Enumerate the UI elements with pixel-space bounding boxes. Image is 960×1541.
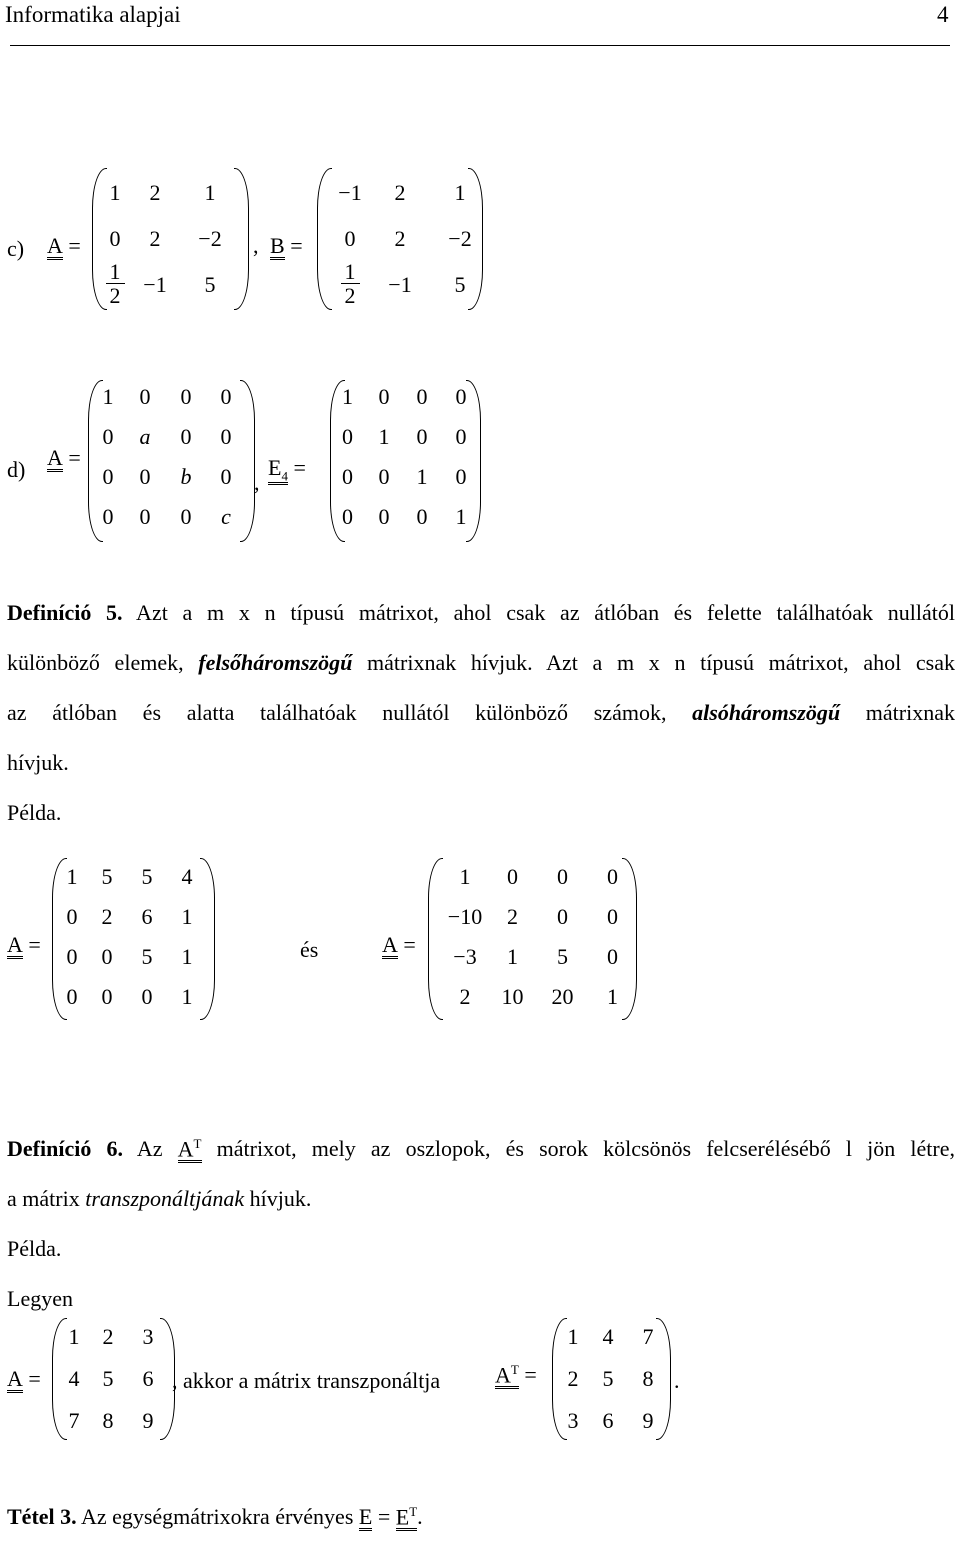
- matrix-cell: 0: [416, 504, 428, 529]
- matrix-cell: 1: [342, 384, 353, 409]
- matrix-cell: −2: [198, 226, 222, 251]
- matrix-cell: 0: [342, 424, 353, 449]
- header-title: Informatika alapjai: [5, 2, 181, 27]
- matrix-cell: 5: [557, 944, 568, 969]
- transpose-text: , akkor a mátrix transzponáltja: [172, 1368, 441, 1393]
- matrix-cell: 2: [149, 226, 161, 251]
- matrix-cell: 0: [220, 424, 232, 449]
- matrix-cell: 0: [607, 904, 618, 929]
- matrix-cell: $\frac{1}{2}$: [330, 260, 370, 307]
- matrix-at-symbol: $A^T$ =: [495, 1361, 537, 1387]
- matrix-cell: 0: [507, 864, 518, 889]
- matrix-cell: 0: [342, 504, 353, 529]
- matrix-cell: 0: [141, 984, 153, 1009]
- matrix-d-a: [92, 384, 246, 530]
- matrix-cell: 2: [459, 984, 471, 1009]
- matrix-cell: a: [139, 424, 151, 449]
- matrix-cell: 0: [66, 904, 78, 929]
- matrix-cell: 9: [142, 1408, 154, 1433]
- matrix-cell: 1: [567, 1324, 579, 1349]
- matrix-cell: 0: [416, 384, 428, 409]
- matrix-cell: 0: [378, 464, 390, 489]
- matrix-cell: 5: [101, 864, 113, 889]
- header-rule: [10, 45, 950, 46]
- matrix-cell: 8: [642, 1366, 654, 1391]
- matrix-cell: 0: [378, 384, 390, 409]
- matrix-cell: 1: [102, 384, 114, 409]
- matrix-cell: −1: [338, 180, 362, 205]
- matrix-upper-triangular: [57, 864, 207, 1010]
- matrix-cell: 0: [139, 504, 151, 529]
- matrix-d-e: [330, 384, 481, 530]
- matrix-a-transposed: [558, 1324, 668, 1434]
- theorem-3: Tétel 3. Az egységmátrixokra érvényes $E = E^T$.: [7, 1503, 423, 1529]
- matrix-cell: 6: [602, 1408, 614, 1433]
- right-paren: [468, 168, 483, 310]
- matrix-cell: 1: [181, 984, 193, 1009]
- label-d: d): [7, 457, 26, 482]
- matrix-e4-symbol: $E_4$ =: [268, 455, 306, 484]
- matrix-cell: 0: [101, 984, 113, 1009]
- matrix-cell: 2: [102, 1324, 114, 1349]
- matrix-a-symbol: A =: [7, 932, 41, 957]
- matrix-cell: 0: [109, 226, 121, 251]
- matrix-cell: 1: [68, 1324, 80, 1349]
- matrix-cell: 0: [455, 464, 467, 489]
- matrix-cell: 7: [68, 1408, 80, 1433]
- matrix-a-symbol: A =: [47, 445, 81, 470]
- right-paren: [234, 168, 249, 310]
- matrix-cell: 1: [507, 944, 518, 969]
- right-paren: [240, 380, 255, 542]
- matrix-cell: −1: [388, 272, 412, 297]
- separator: ,: [253, 233, 259, 258]
- matrix-cell: 0: [607, 864, 618, 889]
- matrix-cell: 0: [139, 384, 151, 409]
- matrix-cell: 5: [141, 864, 153, 889]
- matrix-cell: 0: [220, 384, 232, 409]
- matrix-cell: 0: [607, 944, 618, 969]
- matrix-cell: b: [180, 464, 192, 489]
- label-c: c): [7, 236, 25, 261]
- matrix-b-symbol: B =: [270, 233, 303, 258]
- matrix-a-3x3: [60, 1324, 168, 1434]
- matrix-cell: 5: [204, 272, 216, 297]
- matrix-cell: 0: [455, 424, 467, 449]
- matrix-cell: 2: [149, 180, 161, 205]
- matrix-cell: 0: [139, 464, 151, 489]
- period: .: [674, 1368, 680, 1393]
- matrix-cell: 0: [342, 464, 353, 489]
- definition-5: Definíció 5. Azt a m x n típusú mátrixot, ahol csak az átlóban és felette találhatóak nullától különböző elemek, felsőháromszögű mátrixnak hívjuk. Azt a m x n típusú mátrixot, ahol csak az átlóban és alatta találhatóak nullától különböző számok, alsóháromszögű mátrixnak hívjuk. Példa.: [7, 600, 956, 825]
- matrix-cell: 1: [416, 464, 428, 489]
- matrix-cell: 1: [181, 944, 193, 969]
- matrix-cell: 2: [101, 904, 113, 929]
- matrix-cell: 1: [66, 864, 78, 889]
- matrix-cell: 0: [180, 424, 192, 449]
- matrix-cell: 0: [102, 504, 114, 529]
- matrix-cell: $\frac{1}{2}$: [100, 260, 130, 307]
- right-paren: [466, 380, 481, 542]
- matrix-cell: 8: [102, 1408, 114, 1433]
- matrix-cell: 0: [66, 984, 78, 1009]
- matrix-cell: 2: [567, 1366, 579, 1391]
- page-number: 4: [937, 2, 949, 27]
- matrix-a-symbol: A =: [7, 1366, 41, 1391]
- matrix-cell: 1: [181, 904, 193, 929]
- matrix-cell: 1: [455, 504, 467, 529]
- matrix-cell: 0: [416, 424, 428, 449]
- right-paren: [622, 858, 637, 1020]
- connector-es: és: [300, 937, 319, 962]
- matrix-cell: 5: [602, 1366, 614, 1391]
- matrix-cell: 0: [180, 384, 192, 409]
- matrix-cell: 5: [454, 272, 466, 297]
- matrix-cell: 5: [141, 944, 153, 969]
- matrix-cell: 0: [344, 226, 356, 251]
- separator: ,: [254, 470, 260, 495]
- matrix-cell: 1: [607, 984, 618, 1009]
- matrix-cell: 1: [454, 180, 466, 205]
- matrix-cell: 20: [551, 984, 574, 1009]
- matrix-cell: 0: [66, 944, 78, 969]
- matrix-cell: 6: [141, 904, 153, 929]
- matrix-lower-triangular: [440, 864, 635, 1010]
- matrix-cell: −2: [448, 226, 472, 251]
- matrix-cell: 0: [378, 504, 390, 529]
- matrix-cell: 7: [642, 1324, 654, 1349]
- matrix-cell: 2: [394, 226, 406, 251]
- matrix-cell: 4: [68, 1366, 80, 1391]
- matrix-cell: 3: [142, 1324, 154, 1349]
- matrix-cell: −3: [453, 944, 477, 969]
- right-paren: [200, 858, 215, 1020]
- matrix-c-a: [100, 180, 240, 307]
- matrix-cell: 9: [642, 1408, 654, 1433]
- matrix-cell: 0: [220, 464, 232, 489]
- matrix-a-symbol: A =: [47, 233, 81, 258]
- definition-6: Definíció 6. Az $A^T$ mátrixot, mely az oszlopok, és sorok kölcsönös felcserélésébő l jön létre, a mátrix transzponáltjának hívjuk. Példa. Legyen: [7, 1135, 955, 1311]
- matrix-c-b: [330, 180, 490, 307]
- matrix-cell: 2: [507, 904, 518, 929]
- matrix-cell: 0: [455, 384, 467, 409]
- matrix-cell: 6: [142, 1366, 154, 1391]
- matrix-cell: 1: [204, 180, 216, 205]
- matrix-cell: 10: [501, 984, 524, 1009]
- matrix-cell: 3: [567, 1408, 579, 1433]
- matrix-cell: −1: [143, 272, 167, 297]
- matrix-cell: 2: [394, 180, 406, 205]
- matrix-cell: 5: [102, 1366, 114, 1391]
- matrix-cell: 0: [180, 504, 192, 529]
- matrix-cell: 0: [102, 424, 114, 449]
- matrix-cell: 1: [109, 180, 121, 205]
- right-paren: [656, 1318, 671, 1440]
- matrix-cell: 4: [602, 1324, 614, 1349]
- matrix-cell: 0: [557, 864, 568, 889]
- matrix-cell: −10: [447, 904, 483, 929]
- matrix-cell: c: [221, 504, 231, 529]
- matrix-cell: 1: [459, 864, 471, 889]
- matrix-cell: 0: [102, 464, 114, 489]
- matrix-cell: 1: [378, 424, 390, 449]
- matrix-a-symbol: A =: [382, 932, 416, 957]
- matrix-cell: 4: [181, 864, 193, 889]
- matrix-cell: 0: [101, 944, 113, 969]
- matrix-cell: 0: [557, 904, 568, 929]
